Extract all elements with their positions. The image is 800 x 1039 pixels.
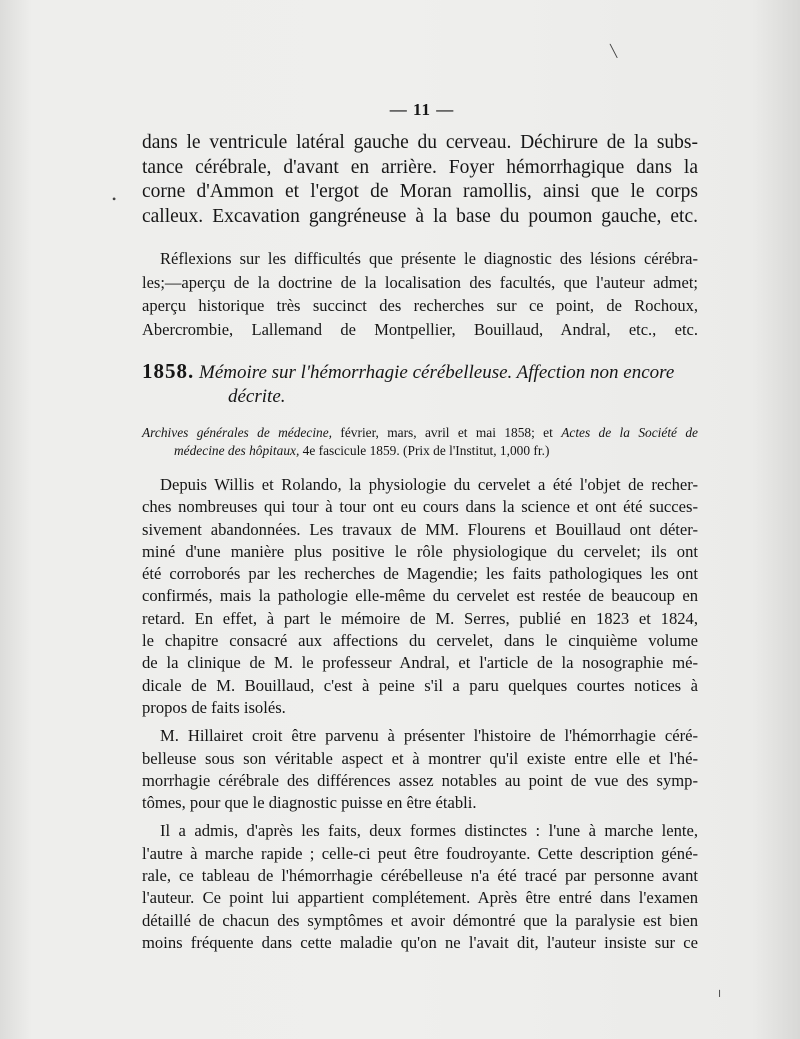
text-line: moins fréquente dans cette maladie qu'on ne l'avait dit, l'auteur insiste sur ce bbox=[142, 932, 698, 952]
body-paragraph bbox=[142, 725, 698, 814]
paragraph-reflections bbox=[142, 247, 698, 341]
text-line: retard. En effet, à part le mémoire de M. Serres, publié en 1823 et 1824, bbox=[142, 608, 698, 628]
text-line: corne d'Ammon et l'ergot de Moran ramollis, ainsi que le corps bbox=[142, 181, 698, 202]
section-title-line-1: Mémoire sur l'hémorrhagie cérébelleuse. Affection non encore bbox=[199, 362, 675, 383]
body-paragraph bbox=[142, 820, 698, 954]
reference-text: février, mars, avril et mai 1858; et bbox=[332, 425, 562, 440]
text-line: Abercrombie, Lallemand de Montpellier, Bouillaud, Andral, etc., etc. bbox=[142, 319, 698, 339]
scan-speck: • bbox=[112, 192, 117, 206]
text-line: calleux. Excavation gangréneuse à la base du poumon gauche, etc. bbox=[142, 205, 698, 227]
bibliographic-reference bbox=[142, 424, 698, 460]
reference-text: 4e fascicule 1859. (Prix de l'Institut, 1,000 fr.) bbox=[299, 443, 550, 458]
text-line: l'autre à marche rapide ; celle-ci peut être foudroyante. Cette description géné- bbox=[142, 843, 698, 863]
section-year: 1858. bbox=[142, 359, 195, 383]
scan-speck: ╵ bbox=[716, 990, 724, 1004]
scan-speck: ╲ bbox=[610, 44, 618, 58]
text-line: morrhagie cérébrale des différences assez notables au point de vue des symp- bbox=[142, 770, 698, 790]
text-line: confirmés, mais la pathologie elle-même du cervelet est restée de beaucoup en bbox=[142, 586, 698, 606]
text-line: rale, ce tableau de l'hémorrhagie cérébelleuse n'a été tracé par personne avant bbox=[142, 866, 698, 886]
text-line: tance cérébrale, d'avant en arrière. Foyer hémorrhagique dans la bbox=[142, 156, 698, 178]
text-line: miné d'une manière plus positive le rôle physiologique du cervelet; ils ont bbox=[142, 541, 698, 561]
text-line: le chapitre consacré aux affections du cervelet, dans le cinquième volume bbox=[142, 631, 698, 651]
journal-name: Actes de la Société de bbox=[561, 425, 698, 440]
text-line: M. Hillairet croit être parvenu à présenter l'histoire de l'hémorrhagie céré- bbox=[160, 726, 698, 746]
text-line: aperçu historique très succinct des recherches sur ce point, de Rochoux, bbox=[142, 296, 698, 315]
text-line: les;—aperçu de la doctrine de la localisation des facultés, que l'auteur admet; bbox=[142, 272, 698, 292]
page-number: — 11 — bbox=[389, 100, 455, 119]
text-line: Depuis Willis et Rolando, la physiologie du cervelet a été l'objet de recher- bbox=[160, 475, 698, 494]
summary-body bbox=[142, 474, 698, 954]
section-title-line-2: décrite. bbox=[228, 386, 286, 407]
text-line: été corroborés par les recherches de Magendie; les faits pathologiques les ont bbox=[142, 564, 698, 584]
journal-name: Archives générales de médecine, bbox=[142, 425, 333, 440]
text-line: Réflexions sur les difficultés que présente le diagnostic des lésions cérébra- bbox=[160, 249, 698, 268]
text-line: dicale de M. Bouillaud, c'est à peine s'il a paru quelques courtes notices à bbox=[142, 675, 698, 695]
journal-name: médecine des hôpitaux, bbox=[174, 443, 300, 458]
text-line: sivement abandonnées. Les travaux de MM. Flourens et Bouillaud ont déter- bbox=[142, 519, 698, 539]
paragraph-case-continuation bbox=[142, 131, 698, 229]
text-line: belleuse sous son véritable aspect et à montrer qu'il existe entre elle et l'hé- bbox=[142, 748, 698, 768]
body-paragraph bbox=[142, 474, 698, 719]
text-line: l'auteur. Ce point lui appartient complétement. Après être entré dans l'examen bbox=[142, 888, 698, 908]
text-line: dans le ventricule latéral gauche du cerveau. Déchirure de la subs- bbox=[142, 132, 698, 153]
text-line: détaillé de chacun des symptômes et avoir démontré que la paralysie est bien bbox=[142, 910, 698, 930]
text-line: de la clinique de M. le professeur Andral, et l'article de la nosographie mé- bbox=[142, 653, 698, 673]
text-line: tômes, pour que le diagnostic puisse en être établi. bbox=[142, 793, 477, 813]
reference-line bbox=[142, 442, 698, 460]
text-line: ches nombreuses qui tour à tour ont eu cours dans la science et ont été succes- bbox=[142, 497, 698, 517]
reference-line bbox=[142, 424, 698, 442]
text-line: Il a admis, d'après les faits, deux formes distinctes : l'une à marche lente, bbox=[160, 821, 698, 841]
section-heading bbox=[142, 359, 698, 409]
text-line: propos de faits isolés. bbox=[142, 697, 286, 717]
